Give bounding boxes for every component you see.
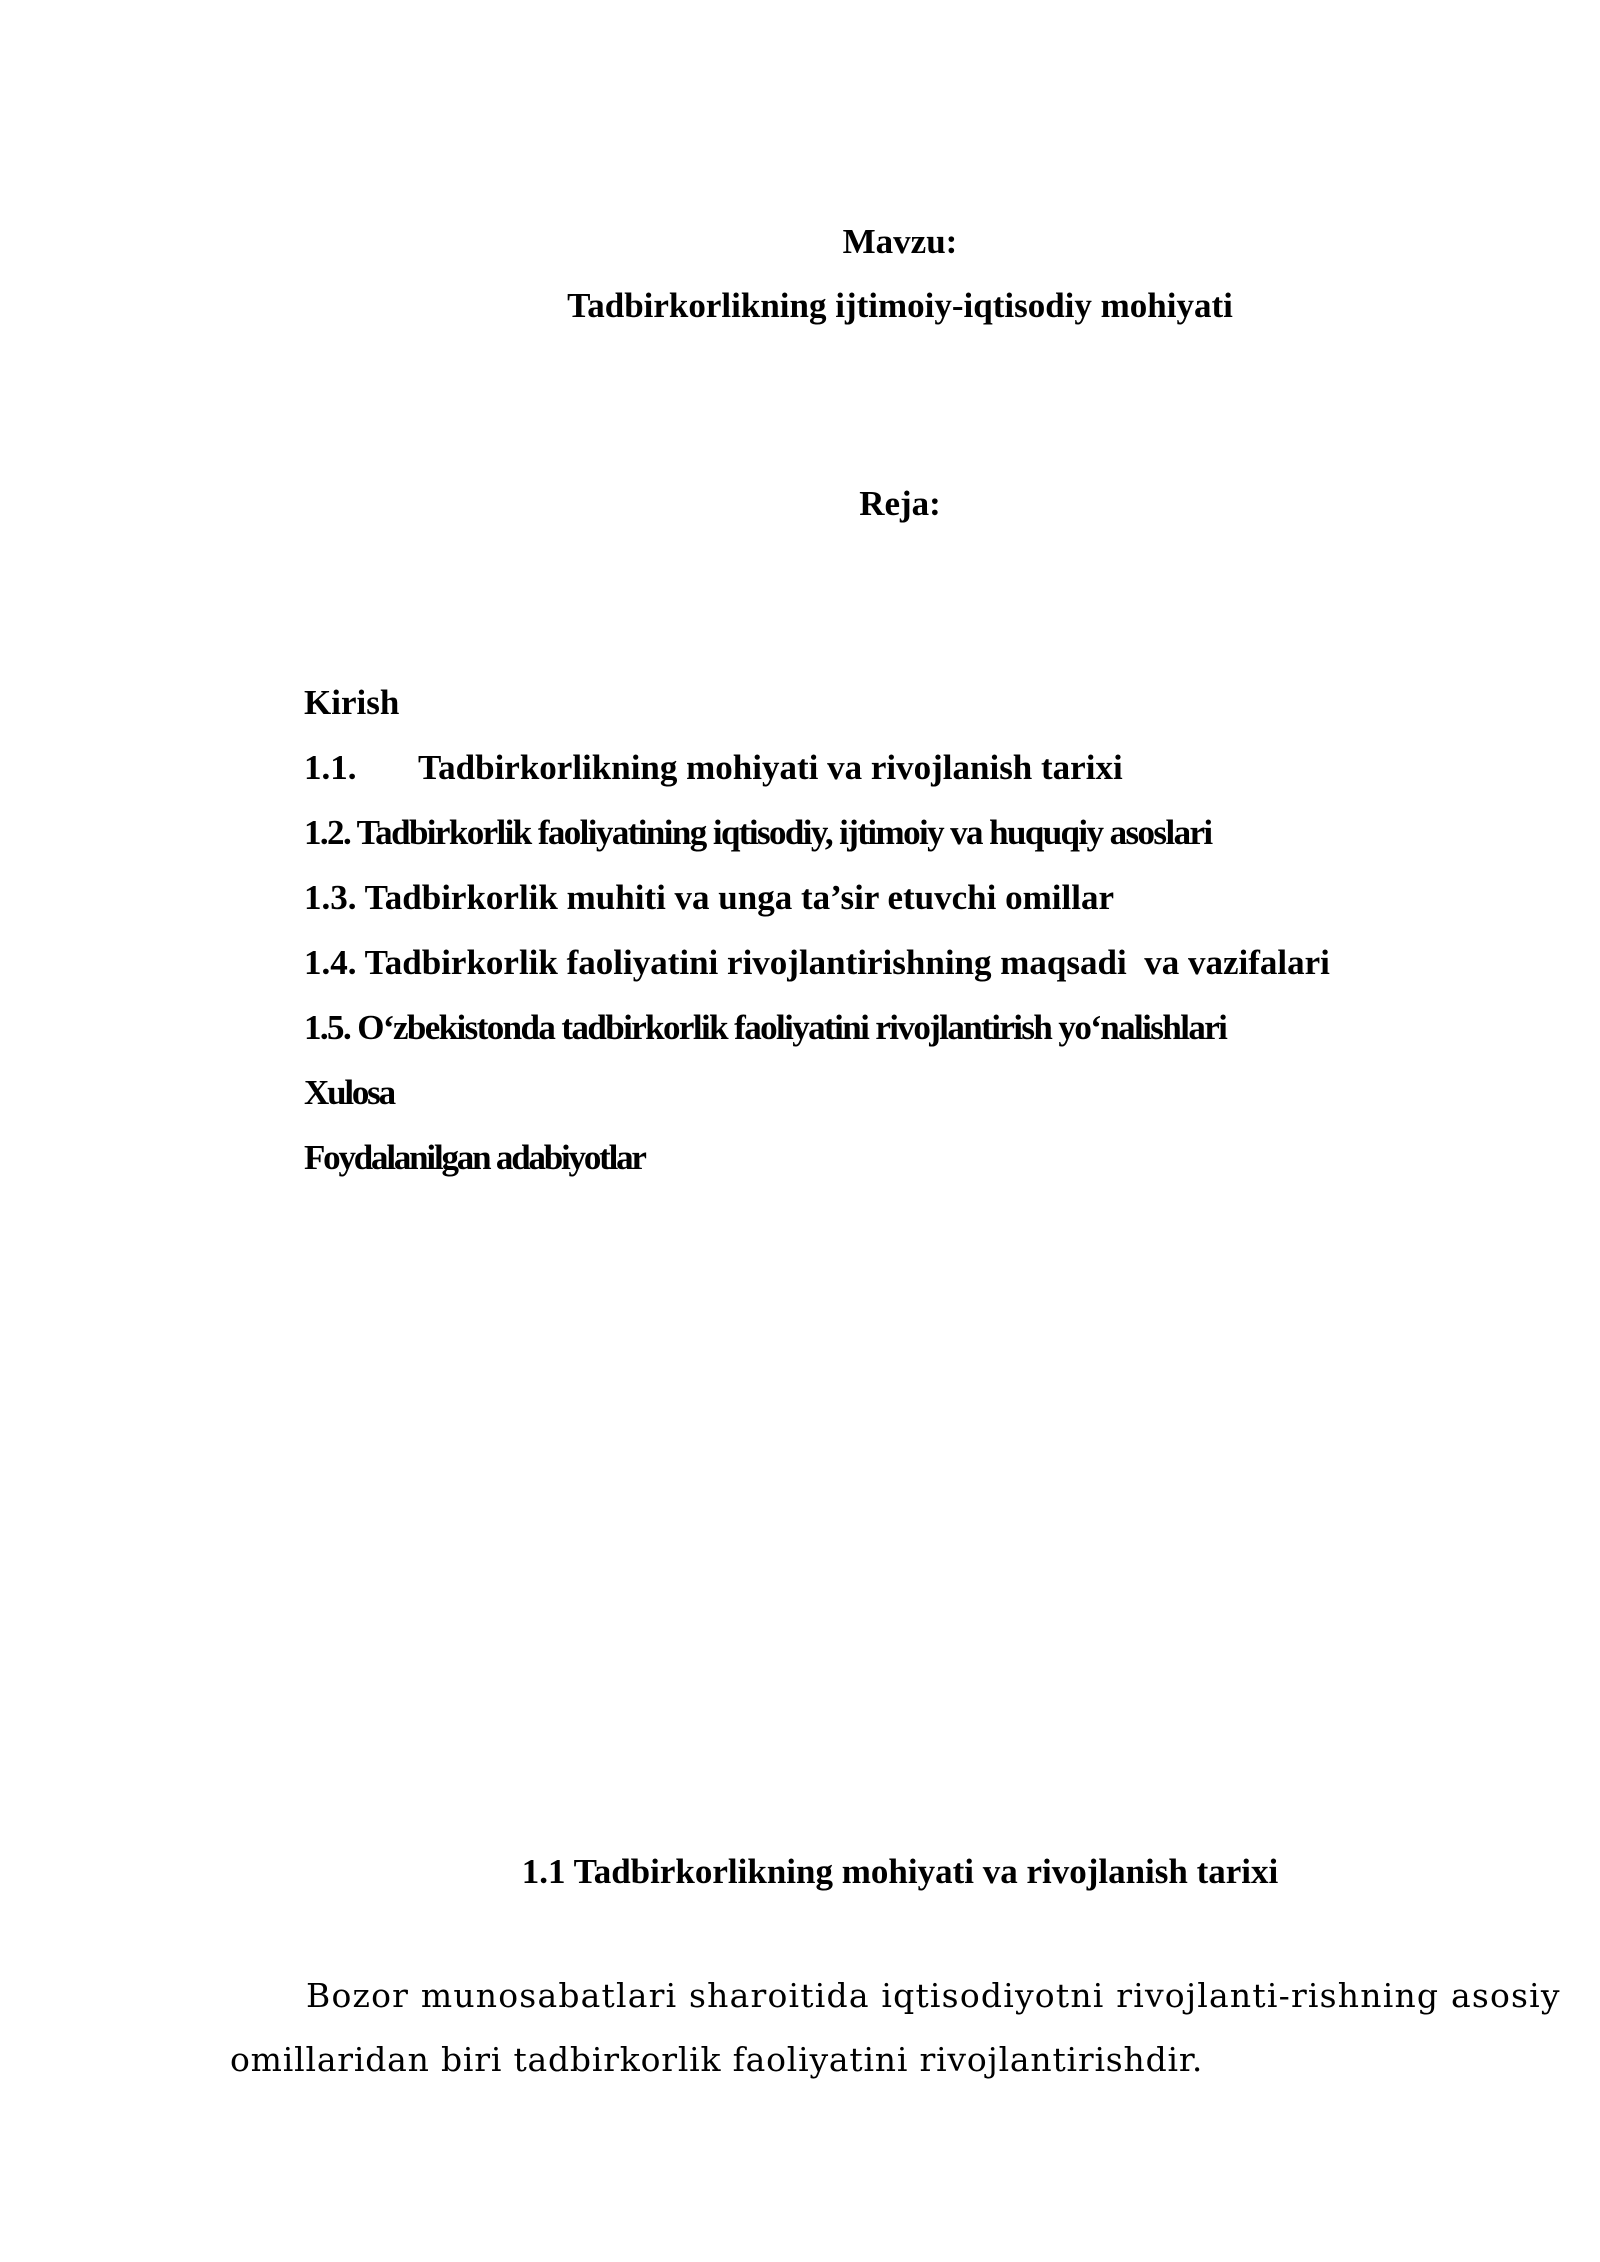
toc-item-1-1	[304, 735, 1504, 800]
toc-item-title: Tadbirkorlik faoliyatini rivojlantirishning maqsadi va vazifalari	[364, 943, 1330, 982]
toc-item-1-5	[304, 995, 1504, 1060]
toc-item-number: 1.3.	[304, 878, 357, 917]
plan-label: Reja:	[859, 484, 941, 523]
toc-item-title: Tadbirkorlik muhiti va unga ta’sir etuvchi omillar	[364, 878, 1114, 917]
section-paragraph	[230, 1964, 1561, 2092]
topic-title: Tadbirkorlikning ijtimoiy-iqtisodiy mohiyati	[567, 286, 1233, 325]
toc-item-1-3	[304, 865, 1504, 930]
toc-conclusion: Xulosa	[304, 1073, 394, 1112]
toc-references: Foydalanilgan adabiyotlar	[304, 1138, 645, 1177]
toc-item-1-2	[304, 800, 1504, 865]
toc-item-number: 1.5.	[304, 1008, 351, 1047]
toc-item-number: 1.2.	[304, 813, 351, 852]
mavzu-label: Mavzu:	[842, 222, 958, 261]
paragraph-line: omillaridan biri tadbirkorlik faoliyatini rivojlantirishdir.	[230, 2040, 1204, 2079]
paragraph-line: Bozor munosabatlari sharoitida iqtisodiyotni rivojlanti-rishning asosiy	[306, 1976, 1561, 2015]
toc-item-title: Tadbirkorlikning mohiyati va rivojlanish tarixi	[418, 748, 1123, 787]
section-heading: 1.1 Tadbirkorlikning mohiyati va rivojlanish tarixi	[521, 1852, 1279, 1891]
toc-intro: Kirish	[304, 683, 400, 722]
toc-item-title: Tadbirkorlik faoliyatining iqtisodiy, ijtimoiy va huquqiy asoslari	[356, 813, 1212, 852]
toc-item-number: 1.4.	[304, 943, 357, 982]
table-of-contents	[304, 670, 1504, 1190]
toc-item-number: 1.1.	[304, 748, 357, 787]
toc-item-1-4	[304, 930, 1504, 995]
toc-item-title: O‘zbekistonda tadbirkorlik faoliyatini rivojlantirish yo‘nalishlari	[357, 1008, 1227, 1047]
